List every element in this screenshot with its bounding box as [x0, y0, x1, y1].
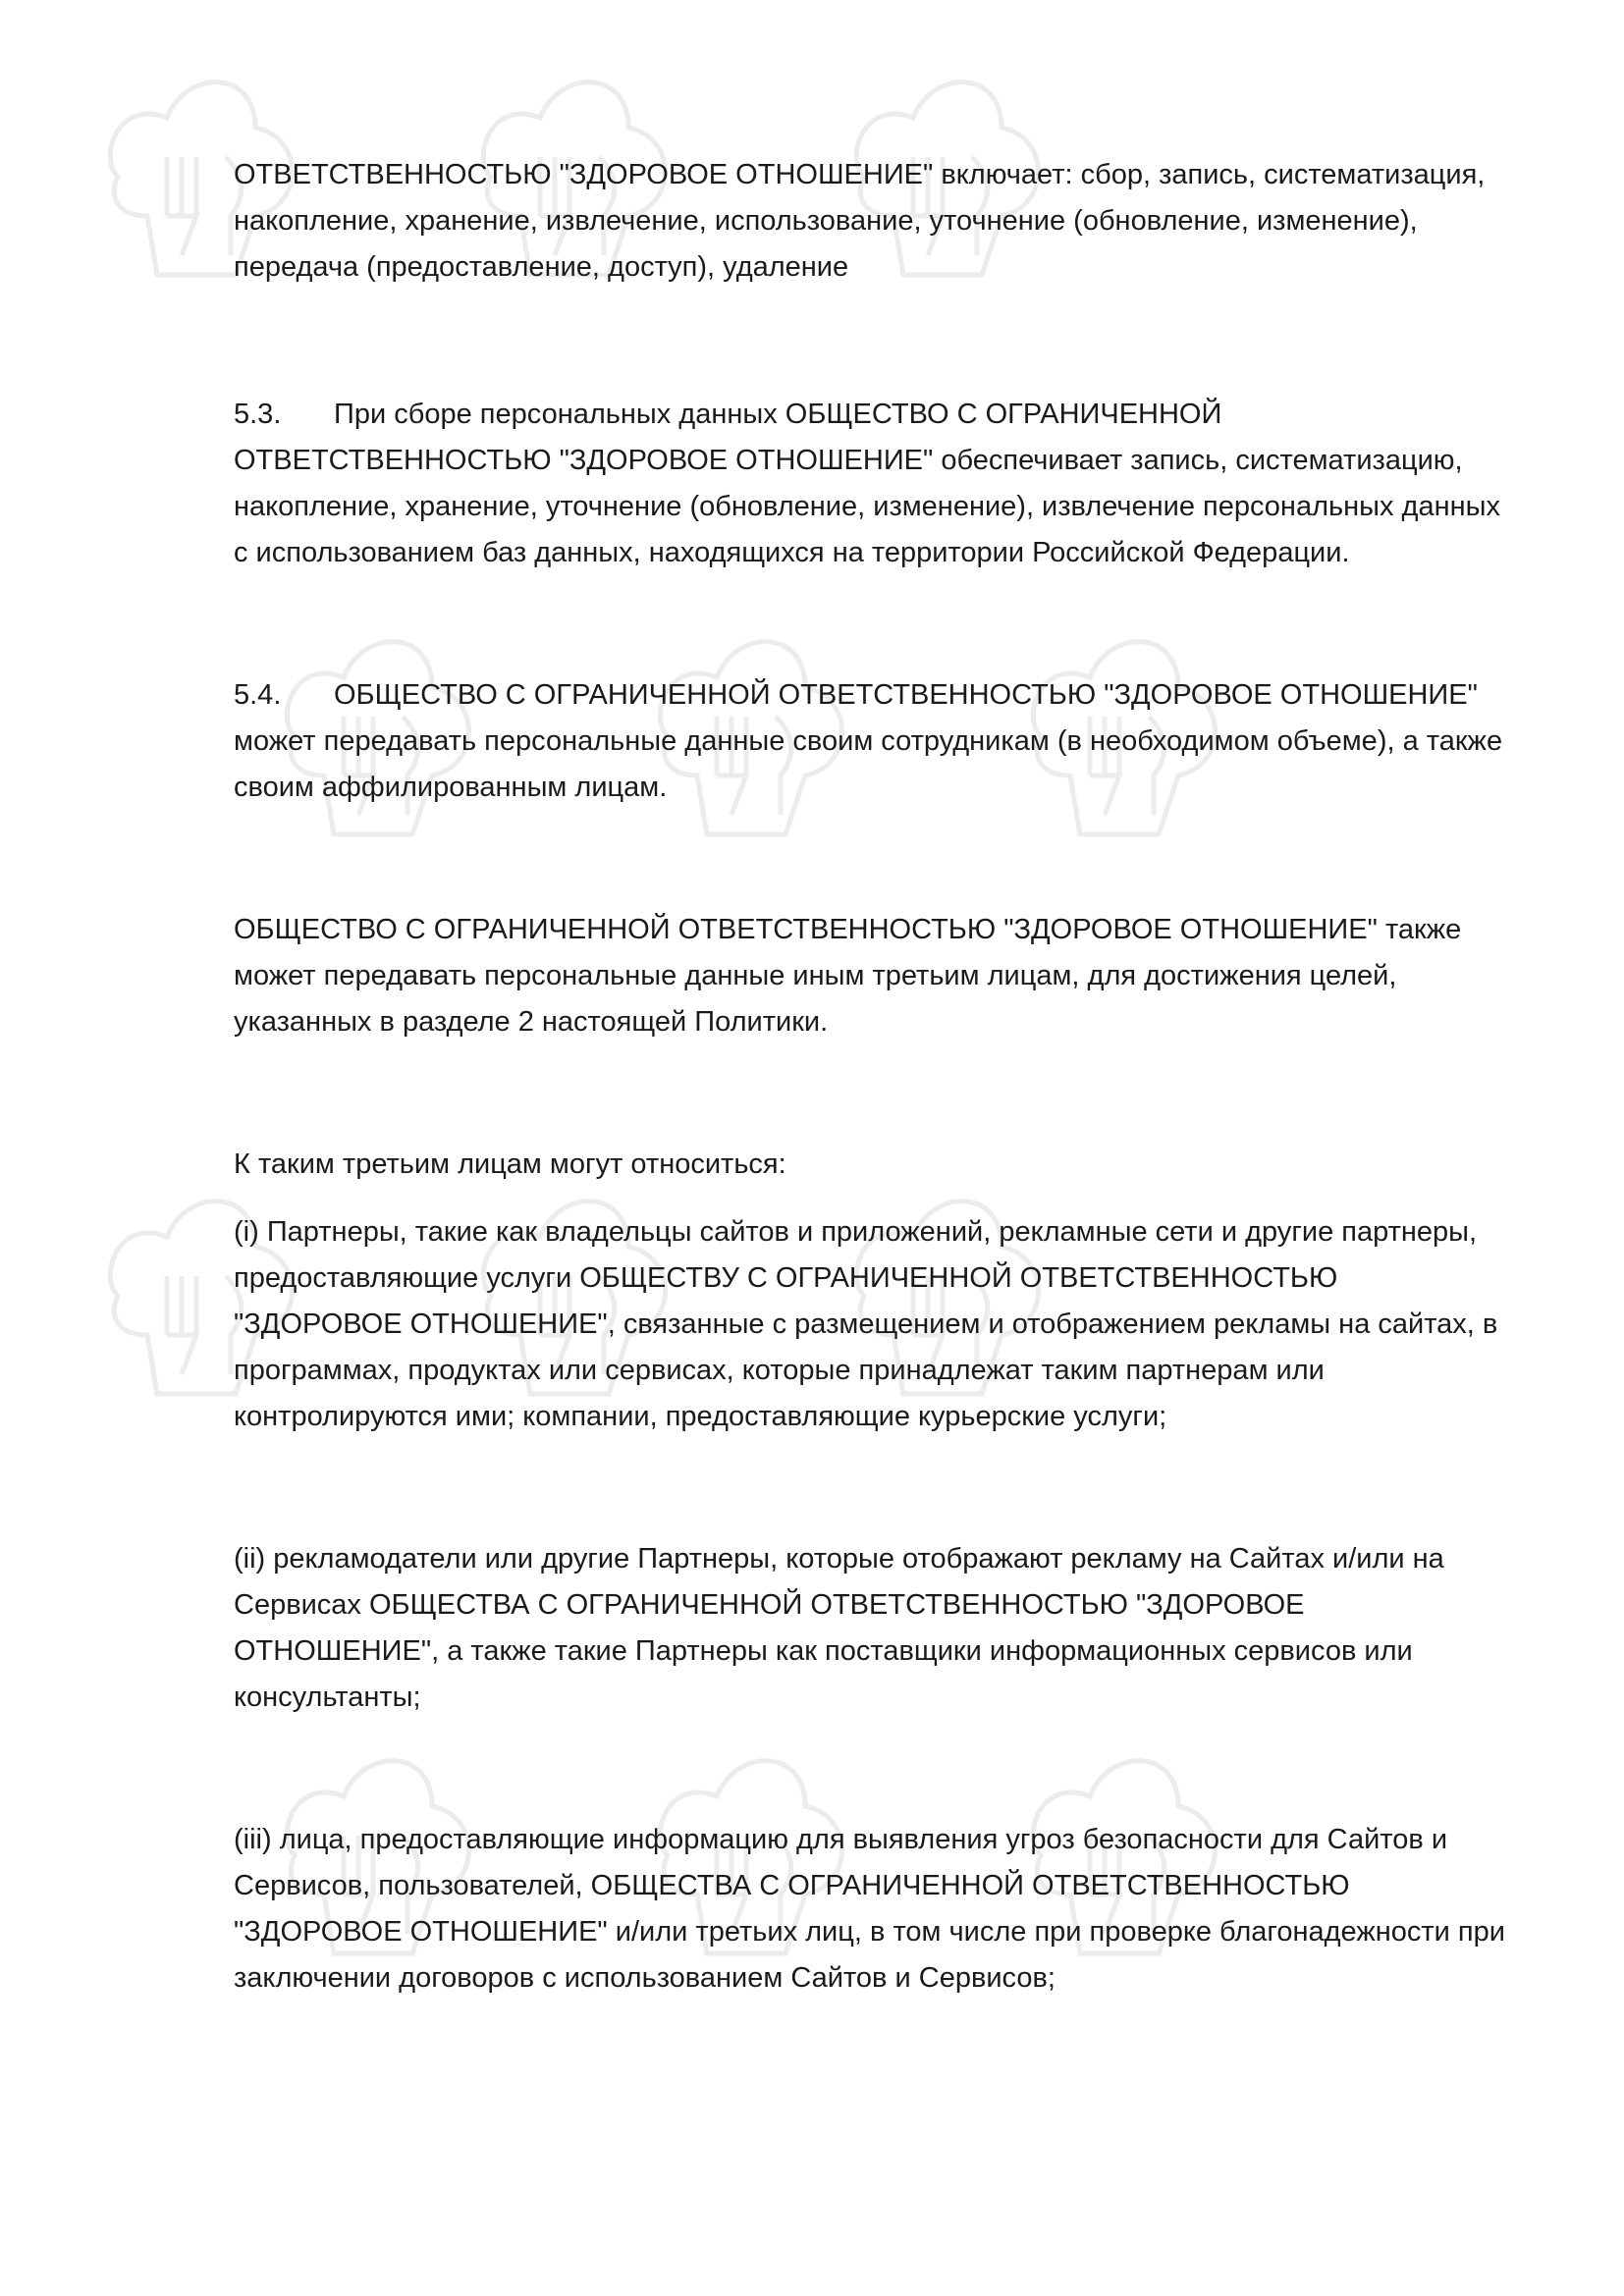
list-item-iii: (iii) лица, предоставляющие информацию для выявления угроз безопасности для Сайтов и Сервисов, пользователей, ОБЩЕСТВА С ОГРАНИЧЕННОЙ ОТВЕТСТВЕННОСТЬЮ "ЗДОРОВОЕ ОТНОШЕНИЕ" и/или третьих лиц, в том числе при проверке благонадежности при заключении договоров с использованием Сайтов и Сервисов;: [234, 1824, 1505, 1994]
section-number: 5.3.: [234, 399, 282, 430]
list-item-i: (i) Партнеры, такие как владельцы сайтов и приложений, рекламные сети и другие партнеры, предоставляющие услуги ОБЩЕСТВУ С ОГРАНИЧЕННОЙ ОТВЕТСТВЕННОСТЬЮ "ЗДОРОВОЕ ОТНОШЕНИЕ", связанные с размещением и отображением рекламы на сайтах, в программах, продуктах или сервисах, которые принадлежат таким партнерам или контролируются ими; компании, предоставляющие курьерские услуги;: [234, 1216, 1498, 1432]
list-item-ii: (ii) рекламодатели или другие Партнеры, которые отображают рекламу на Сайтах и/или на Сервисах ОБЩЕСТВА С ОГРАНИЧЕННОЙ ОТВЕТСТВЕННОСТЬЮ "ЗДОРОВОЕ ОТНОШЕНИЕ", а также такие Партнеры как поставщики информационных сервисов или консультанты;: [234, 1543, 1444, 1713]
section-number: 5.4.: [234, 679, 282, 711]
section-text: При сборе персональных данных ОБЩЕСТВО С ОГРАНИЧЕННОЙ ОТВЕТСТВЕННОСТЬЮ "ЗДОРОВОЕ ОТНОШЕНИЕ" обеспечивает запись, систематизацию, накопление, хранение, уточнение (обновление, изменение), извлечение персональных данных с использованием баз данных, находящихся на территории Российской Федерации.: [234, 399, 1500, 568]
document-body: [234, 152, 1510, 2002]
section-text: ОБЩЕСТВО С ОГРАНИЧЕННОЙ ОТВЕТСТВЕННОСТЬЮ "ЗДОРОВОЕ ОТНОШЕНИЕ" может передавать персональные данные своим сотрудникам (в необходимом объеме), а также своим аффилированным лицам.: [234, 679, 1503, 803]
list-intro: К таким третьим лицам могут относиться:: [234, 1148, 786, 1180]
section-5-3: [234, 392, 1510, 576]
section-5-4: [234, 672, 1510, 811]
intro-paragraph: ОТВЕТСТВЕННОСТЬЮ "ЗДОРОВОЕ ОТНОШЕНИЕ" включает: сбор, запись, систематизация, накопление, хранение, извлечение, использование, уточнение (обновление, изменение), передача (предоставление, доступ), удаление: [234, 159, 1486, 283]
third-parties-paragraph: ОБЩЕСТВО С ОГРАНИЧЕННОЙ ОТВЕТСТВЕННОСТЬЮ "ЗДОРОВОЕ ОТНОШЕНИЕ" также может передавать персональные данные иным третьим лицам, для достижения целей, указанных в разделе 2 настоящей Политики.: [234, 914, 1462, 1038]
